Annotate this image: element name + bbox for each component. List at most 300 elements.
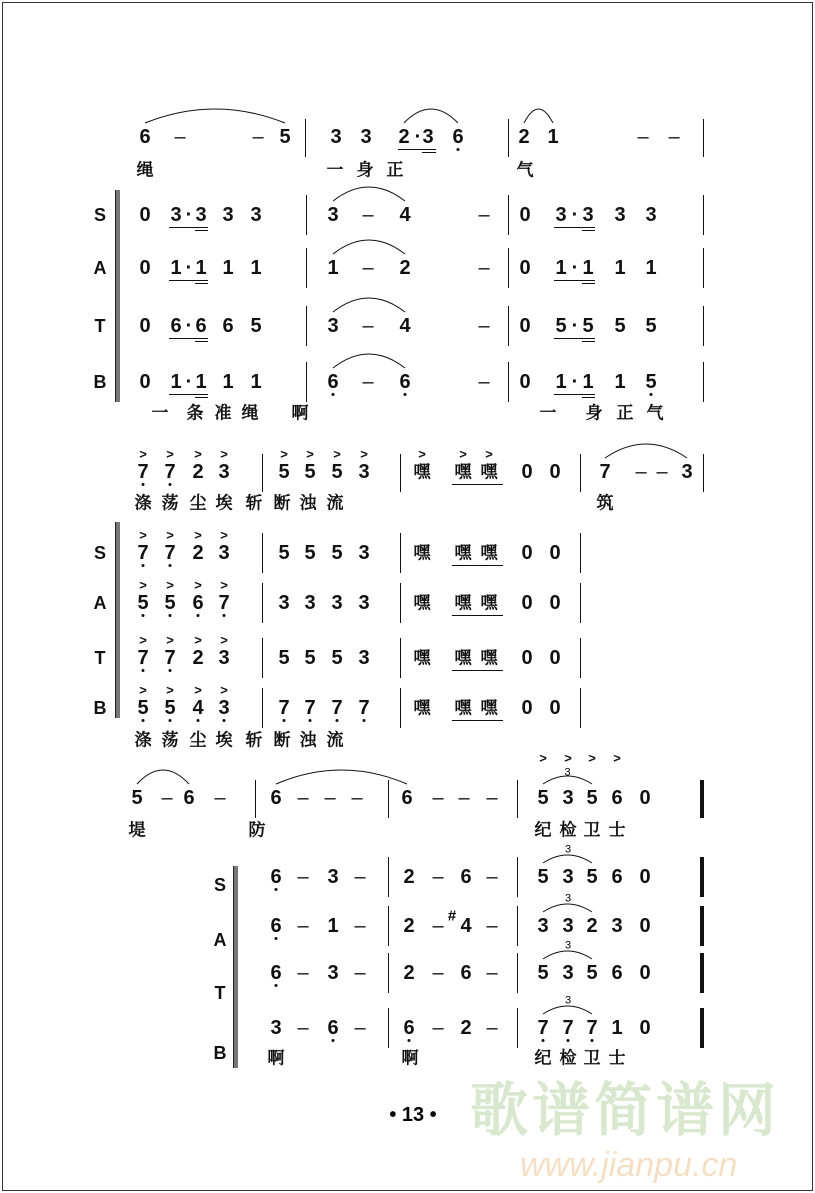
note: 3 [218, 542, 230, 564]
note: 4 [192, 697, 204, 719]
low-octave-dot [142, 669, 145, 672]
note: 3 [170, 204, 182, 226]
watermark-logo: 歌谱简谱网 [470, 1078, 781, 1143]
note: 3 [681, 461, 693, 483]
note: 5 [614, 315, 626, 337]
lyric: 涤 [134, 730, 152, 750]
syllable-note: 嘿 [454, 698, 472, 718]
lyric: 纪 [534, 820, 552, 840]
note: 1 [250, 371, 262, 393]
syllable-note: 嘿 [413, 648, 431, 668]
note: 5 [304, 461, 316, 483]
lyric: 气 [646, 403, 664, 423]
note: 5 [304, 647, 316, 669]
sustain-dash: – [635, 461, 647, 483]
barline [400, 533, 401, 573]
note: 0 [519, 204, 531, 226]
barline [400, 583, 401, 623]
sustain-dash: – [668, 126, 680, 148]
lyric: 流 [326, 493, 344, 513]
note: 0 [139, 315, 151, 337]
note: 2 [460, 1017, 472, 1039]
note: 6 [139, 126, 151, 148]
accent-mark: > [166, 632, 174, 648]
low-octave-dot [169, 614, 172, 617]
barline [400, 688, 401, 728]
sustain-dash: – [351, 787, 363, 809]
voice-label: S [93, 543, 107, 563]
note: 1 [327, 915, 339, 937]
beam-underline [554, 394, 595, 395]
barline [703, 306, 704, 346]
note: 3 [537, 915, 549, 937]
note: 3 [562, 866, 574, 888]
note: 0 [519, 371, 531, 393]
slur [333, 298, 405, 312]
sustain-dash: – [486, 1017, 498, 1039]
note: 0 [639, 1017, 651, 1039]
sustain-dash: – [478, 204, 490, 226]
note: 5 [537, 866, 549, 888]
lyric: 浊 [299, 493, 317, 513]
note: 7 [164, 542, 176, 564]
note: 6 [403, 1017, 415, 1039]
note: 0 [139, 257, 151, 279]
note: 7 [137, 461, 149, 483]
accent-mark: > [220, 632, 228, 648]
voice-label: S [93, 205, 107, 225]
lyric: 斩 [245, 493, 263, 513]
barline [580, 454, 581, 492]
note: 3 [330, 126, 342, 148]
note: 3 [645, 204, 657, 226]
accent-mark: > [194, 446, 202, 462]
note: 6 [460, 962, 472, 984]
lyric: 浊 [299, 730, 317, 750]
sharp-sign: # [447, 907, 457, 925]
low-octave-dot [650, 393, 653, 396]
note: 7 [537, 1017, 549, 1039]
barline [262, 454, 263, 492]
lyric: 绳 [241, 403, 259, 423]
triplet-number: 3 [564, 766, 571, 779]
note: 7 [599, 461, 611, 483]
note: 2 [403, 915, 415, 937]
low-octave-dot [169, 719, 172, 722]
lyric: 一 [539, 403, 557, 423]
low-octave-dot [275, 937, 278, 940]
note: 5 [586, 866, 598, 888]
accent-mark: > [166, 446, 174, 462]
voice-label: B [213, 1043, 227, 1063]
note: 3 [250, 204, 262, 226]
lyric: 荡 [161, 493, 179, 513]
voice-label: S [213, 875, 227, 895]
note: 1 [645, 257, 657, 279]
barline [517, 1008, 518, 1048]
slur [524, 109, 553, 123]
low-octave-dot [275, 984, 278, 987]
note: 1 [614, 257, 626, 279]
lyric: 检 [559, 1048, 577, 1068]
sustain-dash: – [637, 126, 649, 148]
note: 5 [279, 126, 291, 148]
note: 5 [164, 592, 176, 614]
barline [388, 857, 389, 897]
sustain-dash: – [354, 962, 366, 984]
lyric: 啊 [267, 1048, 285, 1068]
note: 7 [562, 1017, 574, 1039]
note: 5 [331, 542, 343, 564]
note: 6 [327, 1017, 339, 1039]
lyric: 尘 [189, 493, 207, 513]
barline [703, 119, 704, 157]
barline [262, 638, 263, 678]
lyric: 荡 [161, 730, 179, 750]
accent-mark: > [418, 446, 426, 462]
note: 7 [358, 697, 370, 719]
note: 5 [137, 592, 149, 614]
accent-mark: > [539, 750, 547, 766]
sustain-dash: – [354, 866, 366, 888]
accent-mark: > [333, 446, 341, 462]
note: 3 [278, 592, 290, 614]
final-barline [700, 780, 704, 818]
note: 6 [399, 371, 411, 393]
accent-mark: > [588, 750, 596, 766]
note: 1 [555, 257, 567, 279]
note: 7 [218, 592, 230, 614]
low-octave-dot [142, 614, 145, 617]
note: 5 [586, 962, 598, 984]
sustain-dash: – [486, 787, 498, 809]
note: 1 [327, 257, 339, 279]
lyric: 卫 [583, 820, 601, 840]
note: 0 [519, 315, 531, 337]
note: 0 [521, 461, 533, 483]
note: 6 [270, 962, 282, 984]
accent-mark: > [194, 527, 202, 543]
barline [517, 953, 518, 993]
accent-mark: > [360, 446, 368, 462]
lyric: 啊 [401, 1048, 419, 1068]
note: 5 [131, 787, 143, 809]
note: 1 [250, 257, 262, 279]
barline [388, 1008, 389, 1048]
note: 2 [399, 257, 411, 279]
beam-underline [554, 338, 595, 339]
lyric: 正 [386, 160, 404, 180]
lyric: 气 [516, 160, 534, 180]
note: 0 [519, 257, 531, 279]
lyric: 埃 [215, 493, 233, 513]
syllable-note: 嘿 [480, 698, 498, 718]
note: 0 [549, 697, 561, 719]
beam-underline [452, 484, 503, 485]
barline [703, 454, 704, 492]
lyric: 士 [608, 820, 626, 840]
barline [306, 195, 307, 235]
note: 3 [611, 915, 623, 937]
accent-mark: > [194, 577, 202, 593]
note: 6 [611, 866, 623, 888]
low-octave-dot [332, 393, 335, 396]
barline [580, 583, 581, 623]
note: 0 [521, 697, 533, 719]
slur [605, 444, 687, 458]
slur [543, 855, 592, 863]
note: 3 [555, 204, 567, 226]
beam-underline [452, 720, 503, 721]
beam-underline [452, 670, 503, 671]
lyric: 检 [559, 820, 577, 840]
low-octave-dot [197, 614, 200, 617]
final-barline [700, 1008, 704, 1048]
note: 7 [278, 697, 290, 719]
lyric: 一 [151, 403, 169, 423]
dot-augment: · [571, 204, 579, 226]
watermark-url: www.jianpu.cn [520, 1146, 738, 1184]
slur [137, 770, 189, 784]
syllable-note: 嘿 [454, 593, 472, 613]
note: 3 [195, 204, 207, 226]
syllable-note: 嘿 [480, 543, 498, 563]
barline [388, 780, 389, 818]
note: 6 [611, 962, 623, 984]
accent-mark: > [564, 750, 572, 766]
note: 0 [549, 647, 561, 669]
note: 3 [270, 1017, 282, 1039]
note: 2 [403, 962, 415, 984]
dot-augment: · [414, 126, 422, 148]
syllable-note: 嘿 [454, 648, 472, 668]
accent-mark: > [485, 446, 493, 462]
sustain-dash: – [174, 126, 186, 148]
barline [306, 362, 307, 402]
note: 3 [218, 461, 230, 483]
lyric: 防 [248, 820, 266, 840]
beam-underline [169, 227, 208, 228]
beam-underline [452, 615, 503, 616]
note: 7 [304, 697, 316, 719]
triplet-number: 3 [564, 994, 572, 1007]
beam-underline [169, 394, 208, 395]
beam-underline [582, 283, 595, 284]
barline [517, 780, 518, 818]
accent-mark: > [194, 682, 202, 698]
voice-label: A [213, 930, 227, 950]
note: 5 [555, 315, 567, 337]
accent-mark: > [139, 527, 147, 543]
barline [305, 119, 306, 157]
note: 1 [611, 1017, 623, 1039]
syllable-note: 嘿 [454, 462, 472, 482]
barline [400, 638, 401, 678]
note: 5 [582, 315, 594, 337]
accent-mark: > [220, 527, 228, 543]
note: 5 [537, 962, 549, 984]
note: 6 [183, 787, 195, 809]
system-bracket [115, 190, 120, 402]
sustain-dash: – [252, 126, 264, 148]
slur [404, 109, 458, 123]
slur [543, 1006, 592, 1014]
lyric: 啊 [291, 403, 309, 423]
lyric: 一 [326, 160, 344, 180]
beam-underline [398, 149, 436, 150]
voice-label: B [93, 372, 107, 392]
system-bracket [115, 522, 120, 718]
accent-mark: > [220, 682, 228, 698]
low-octave-dot [223, 614, 226, 617]
lyric: 断 [273, 493, 291, 513]
dot-augment: · [571, 371, 579, 393]
low-octave-dot [142, 564, 145, 567]
lyric: 涤 [134, 493, 152, 513]
note: 4 [399, 315, 411, 337]
note: 5 [278, 647, 290, 669]
note: 3 [327, 204, 339, 226]
lyric: 尘 [189, 730, 207, 750]
sustain-dash: – [297, 915, 309, 937]
note: 4 [399, 204, 411, 226]
sustain-dash: – [161, 787, 173, 809]
syllable-note: 嘿 [480, 648, 498, 668]
accent-mark: > [280, 446, 288, 462]
note: 0 [639, 787, 651, 809]
dot-augment: · [185, 371, 193, 393]
note: 5 [645, 371, 657, 393]
note: 2 [398, 126, 410, 148]
barline [306, 306, 307, 346]
final-barline [700, 953, 704, 993]
note: 5 [164, 697, 176, 719]
lyric: 身 [585, 403, 603, 423]
note: 3 [562, 962, 574, 984]
sustain-dash: – [458, 787, 470, 809]
sustain-dash: – [432, 787, 444, 809]
note: 5 [645, 315, 657, 337]
note: 5 [331, 461, 343, 483]
note: 0 [549, 461, 561, 483]
triplet-number: 3 [564, 843, 572, 856]
triplet-number: 3 [564, 892, 572, 905]
lyric: 纪 [534, 1048, 552, 1068]
dot-augment: · [185, 204, 193, 226]
low-octave-dot [309, 719, 312, 722]
voice-label: T [214, 983, 226, 1003]
low-octave-dot [591, 1039, 594, 1042]
note: 5 [250, 315, 262, 337]
note: 7 [137, 647, 149, 669]
voice-label: A [93, 258, 107, 278]
beam-underline [195, 341, 208, 342]
accent-mark: > [194, 632, 202, 648]
note: 0 [139, 371, 151, 393]
lyric: 筑 [596, 493, 614, 513]
note: 3 [358, 542, 370, 564]
note: 1 [222, 371, 234, 393]
note: 6 [192, 592, 204, 614]
barline [255, 780, 256, 818]
sustain-dash: – [486, 915, 498, 937]
note: 3 [304, 592, 316, 614]
barline [580, 533, 581, 573]
beam-underline [452, 565, 503, 566]
syllable-note: 嘿 [413, 462, 431, 482]
syllable-note: 嘿 [480, 593, 498, 613]
low-octave-dot [457, 148, 460, 151]
note: 2 [192, 647, 204, 669]
note: 5 [278, 461, 290, 483]
note: 1 [195, 371, 207, 393]
note: 2 [192, 542, 204, 564]
note: 3 [218, 647, 230, 669]
voice-label: T [94, 316, 106, 336]
barline [388, 953, 389, 993]
note: 7 [164, 647, 176, 669]
beam-underline [195, 230, 208, 231]
lyric: 身 [356, 160, 374, 180]
note: 0 [639, 962, 651, 984]
low-octave-dot [275, 888, 278, 891]
note: 1 [582, 257, 594, 279]
note: 3 [331, 592, 343, 614]
low-octave-dot [332, 1039, 335, 1042]
sustain-dash: – [362, 204, 374, 226]
note: 6 [611, 787, 623, 809]
low-octave-dot [197, 719, 200, 722]
lyric: 断 [273, 730, 291, 750]
accent-mark: > [613, 750, 621, 766]
note: 3 [422, 126, 434, 148]
note: 5 [331, 647, 343, 669]
sustain-dash: – [656, 461, 668, 483]
beam-underline [195, 283, 208, 284]
page-number: • 13 • [389, 1104, 437, 1126]
low-octave-dot [408, 1039, 411, 1042]
syllable-note: 嘿 [413, 543, 431, 563]
syllable-note: 嘿 [413, 698, 431, 718]
lyric: 卫 [583, 1048, 601, 1068]
note: 3 [327, 866, 339, 888]
accent-mark: > [166, 577, 174, 593]
accent-mark: > [139, 632, 147, 648]
low-octave-dot [336, 719, 339, 722]
beam-underline [195, 397, 208, 398]
barline [306, 248, 307, 288]
lyric: 埃 [215, 730, 233, 750]
note: 6 [452, 126, 464, 148]
barline [388, 906, 389, 946]
note: 3 [327, 315, 339, 337]
sustain-dash: – [432, 866, 444, 888]
note: 3 [358, 461, 370, 483]
lyric: 堤 [128, 820, 146, 840]
low-octave-dot [142, 719, 145, 722]
voice-label: B [93, 698, 107, 718]
note: 6 [270, 915, 282, 937]
note: 3 [358, 647, 370, 669]
barline [508, 195, 509, 235]
barline [517, 906, 518, 946]
note: 0 [639, 866, 651, 888]
note: 2 [403, 866, 415, 888]
barline [508, 119, 509, 157]
note: 4 [460, 915, 472, 937]
note: 0 [549, 542, 561, 564]
dot-augment: · [185, 315, 193, 337]
